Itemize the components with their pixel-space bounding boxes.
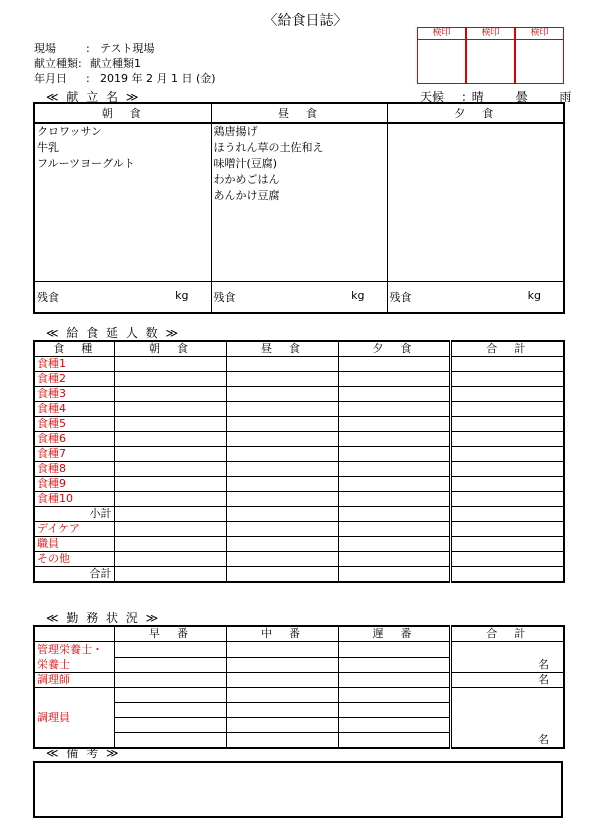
table-row	[34, 688, 564, 703]
lunch-header: 昼 食	[211, 103, 387, 123]
menu-item: あんかけ豆腐	[213, 189, 280, 202]
table-row: 食種6	[34, 432, 564, 447]
seal-label-2: 検印	[467, 28, 514, 40]
duty-section-title: ≪ 勤 務 状 況 ≫	[46, 611, 161, 625]
cook-staff-label: 調理員	[34, 688, 114, 749]
table-row: 食種2	[34, 372, 564, 387]
page-title: 〈給食日誌〉	[263, 13, 348, 29]
menu-table	[33, 102, 565, 314]
meta-info: 現場 : テスト現場 献立種類: 献立種類1 年月日 : 2019 年 2 月 1 日 (金)	[34, 42, 216, 85]
menu-item: 鶏唐揚げ	[213, 125, 258, 138]
late-shift-header: 遅 番	[338, 626, 450, 642]
table-row: 食種4	[34, 402, 564, 417]
table-row	[34, 673, 564, 688]
subtotal-row: 小計	[34, 507, 564, 522]
breakfast-menu[interactable]	[34, 123, 211, 281]
table-row: 食種8	[34, 462, 564, 477]
meal-type-header: 食 種	[34, 341, 114, 357]
menu-item: クロワッサン	[37, 125, 102, 138]
weather-label: 天候	[420, 90, 445, 104]
weather-row: 天候 : 晴 曇 雨	[420, 90, 572, 104]
table-row	[34, 642, 564, 658]
lunch-leftover[interactable]: 残食 kg	[211, 281, 387, 313]
breakfast-header: 朝 食	[34, 103, 211, 123]
table-row: 食種10	[34, 492, 564, 507]
seal-box-2[interactable]	[466, 27, 515, 84]
weather-cloudy[interactable]: 曇	[515, 90, 528, 104]
date-label: 年月日	[34, 72, 67, 85]
menu-type-value: 献立種類1	[90, 57, 141, 70]
cook-label: 調理師	[34, 673, 114, 688]
dietitian-total[interactable]: 名	[450, 642, 564, 673]
menu-item: 牛乳	[37, 141, 59, 154]
cook-total[interactable]: 名	[450, 673, 564, 688]
lunch-menu[interactable]	[211, 123, 387, 281]
remarks-title: ≪ 備 考 ≫	[46, 746, 121, 760]
dinner-leftover[interactable]: 残食 kg	[387, 281, 564, 313]
date-value: 2019 年 2 月 1 日 (金)	[100, 72, 216, 85]
cook-staff-total[interactable]: 名	[450, 688, 564, 749]
remarks-box[interactable]	[33, 761, 563, 818]
breakfast-count-header: 朝 食	[114, 341, 226, 357]
seal-box-1[interactable]	[417, 27, 466, 84]
table-row: 食種3	[34, 387, 564, 402]
lunch-count-header: 昼 食	[226, 341, 338, 357]
duty-table	[33, 625, 565, 749]
site-value: テスト現場	[100, 42, 155, 55]
table-row: 食種5	[34, 417, 564, 432]
menu-item: 味噌汁(豆腐)	[213, 157, 278, 170]
table-row: デイケア	[34, 522, 564, 537]
duty-total-header: 合 計	[450, 626, 564, 642]
total-row: 合計	[34, 567, 564, 583]
count-section-title: ≪ 給 食 延 人 数 ≫	[46, 326, 181, 340]
dinner-header: 夕 食	[387, 103, 564, 123]
breakfast-leftover[interactable]: 残食 kg	[34, 281, 211, 313]
table-row: 食種7	[34, 447, 564, 462]
mid-shift-header: 中 番	[226, 626, 338, 642]
dinner-count-header: 夕 食	[338, 341, 450, 357]
seal-box-3[interactable]	[515, 27, 564, 84]
early-shift-header: 早 番	[114, 626, 226, 642]
table-row: 職員	[34, 537, 564, 552]
site-label: 現場	[34, 42, 56, 55]
menu-item: わかめごはん	[213, 173, 280, 186]
count-table	[33, 340, 565, 583]
menu-type-label: 献立種類	[34, 57, 78, 70]
dietitian-label: 管理栄養士・ 栄養士	[34, 642, 114, 673]
menu-item: ほうれん草の土佐和え	[213, 141, 324, 154]
dinner-menu[interactable]	[387, 123, 564, 281]
table-row: 食種9	[34, 477, 564, 492]
table-row: 食種1	[34, 357, 564, 372]
total-count-header: 合 計	[450, 341, 564, 357]
seal-label-1: 検印	[418, 28, 465, 40]
table-row: その他	[34, 552, 564, 567]
weather-sunny[interactable]: 晴	[471, 90, 484, 104]
weather-rain[interactable]: 雨	[559, 90, 572, 104]
seal-label-3: 検印	[516, 28, 563, 40]
menu-section-title: ≪ 献 立 名 ≫	[46, 90, 141, 104]
menu-item: フルーツヨーグルト	[37, 157, 135, 170]
